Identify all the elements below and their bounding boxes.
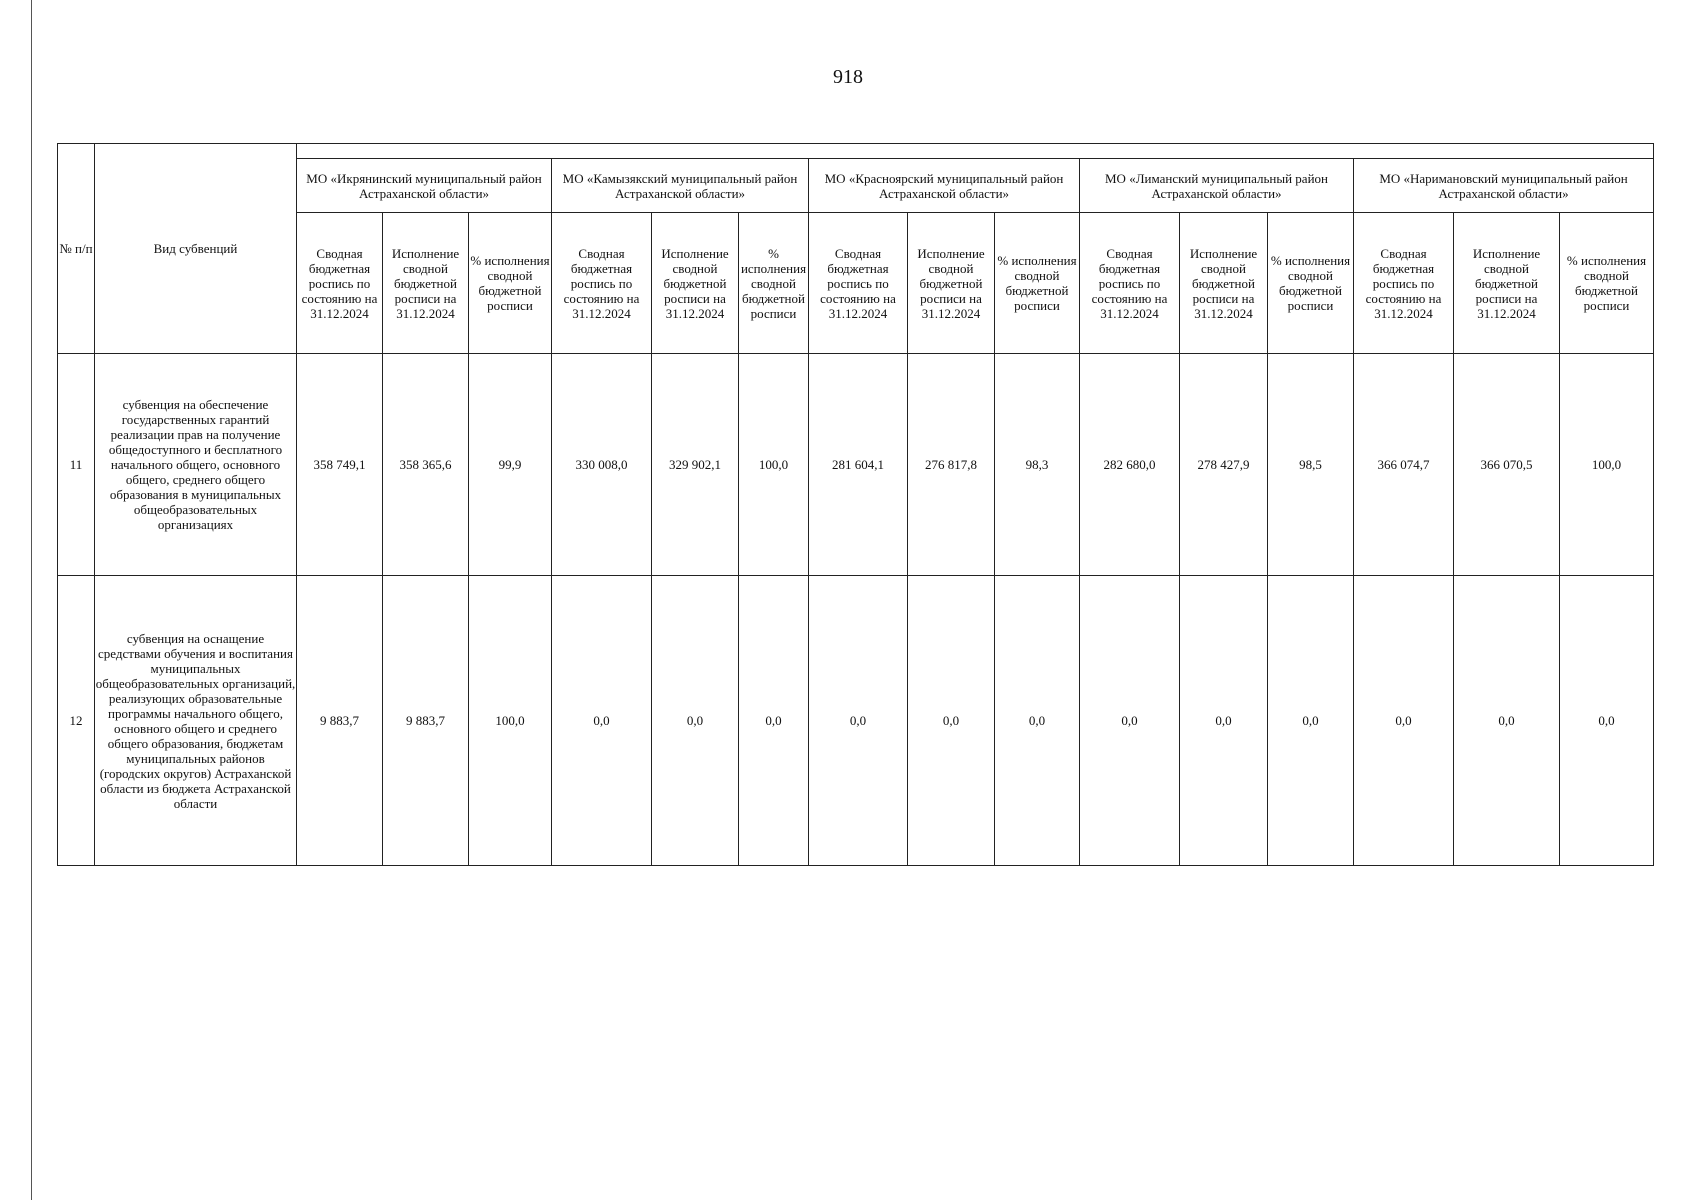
col-header-budget: Сводная бюджетная роспись по состоянию на 31.12.2024 — [1354, 213, 1454, 354]
page-number: 918 — [833, 66, 863, 88]
value-cell: 0,0 — [1180, 576, 1268, 866]
mo-header-krasnoyarsky: МО «Красноярский муниципальный район Астраханской области» — [809, 159, 1080, 213]
value-cell: 99,9 — [469, 354, 552, 576]
municipality-header-row — [58, 159, 1654, 213]
mo-header-limansky: МО «Лиманский муниципальный район Астраханской области» — [1080, 159, 1354, 213]
col-header-percent: % исполнения сводной бюджетной росписи — [1268, 213, 1354, 354]
col-header-execution: Исполнение сводной бюджетной росписи на 31.12.2024 — [1180, 213, 1268, 354]
col-header-execution: Исполнение сводной бюджетной росписи на 31.12.2024 — [383, 213, 469, 354]
value-cell: 0,0 — [1268, 576, 1354, 866]
value-cell: 276 817,8 — [908, 354, 995, 576]
table-row — [58, 576, 1654, 866]
num-header: № п/п — [58, 144, 95, 354]
value-cell: 281 604,1 — [809, 354, 908, 576]
value-cell: 282 680,0 — [1080, 354, 1180, 576]
row-number: 11 — [58, 354, 95, 576]
value-cell: 0,0 — [1354, 576, 1454, 866]
col-header-execution: Исполнение сводной бюджетной росписи на 31.12.2024 — [908, 213, 995, 354]
col-header-budget: Сводная бюджетная роспись по состоянию на 31.12.2024 — [1080, 213, 1180, 354]
mo-header-kamyzyaksky: МО «Камызякский муниципальный район Астраханской области» — [552, 159, 809, 213]
value-cell: 358 365,6 — [383, 354, 469, 576]
value-cell: 0,0 — [1080, 576, 1180, 866]
col-header-percent: % исполнения сводной бюджетной росписи — [995, 213, 1080, 354]
value-cell: 0,0 — [552, 576, 652, 866]
row-description: субвенция на оснащение средствами обучения и воспитания муниципальных общеобразовательных организаций, реализующих образовательные программы начального общего, основного общего и среднего общего образования, бюджетам муниципальных районов (городских округов) Астраханской области из бюджета Астраханской области — [95, 576, 297, 866]
col-header-execution: Исполнение сводной бюджетной росписи на 31.12.2024 — [1454, 213, 1560, 354]
row-description: субвенция на обеспечение государственных гарантий реализации прав на получение общедоступного и бесплатного начального общего, основного общего, среднего общего образования в муниципальных общеобразовательных организациях — [95, 354, 297, 576]
value-cell: 98,5 — [1268, 354, 1354, 576]
value-cell: 9 883,7 — [297, 576, 383, 866]
header-blank-row — [58, 144, 1654, 159]
col-header-budget: Сводная бюджетная роспись по состоянию на 31.12.2024 — [552, 213, 652, 354]
value-cell: 100,0 — [469, 576, 552, 866]
kind-header: Вид субвенций — [95, 144, 297, 354]
col-header-percent: % исполнения сводной бюджетной росписи — [739, 213, 809, 354]
value-cell: 0,0 — [995, 576, 1080, 866]
value-cell: 330 008,0 — [552, 354, 652, 576]
table-row — [58, 354, 1654, 576]
column-header-row — [58, 213, 1654, 354]
value-cell: 0,0 — [739, 576, 809, 866]
value-cell: 366 074,7 — [1354, 354, 1454, 576]
col-header-budget: Сводная бюджетная роспись по состоянию на 31.12.2024 — [297, 213, 383, 354]
mo-header-ikryaninsky: МО «Икрянинский муниципальный район Астраханской области» — [297, 159, 552, 213]
row-number: 12 — [58, 576, 95, 866]
value-cell: 0,0 — [1454, 576, 1560, 866]
page-margin-line — [31, 0, 32, 1200]
value-cell: 100,0 — [1560, 354, 1654, 576]
value-cell: 9 883,7 — [383, 576, 469, 866]
col-header-execution: Исполнение сводной бюджетной росписи на 31.12.2024 — [652, 213, 739, 354]
value-cell: 100,0 — [739, 354, 809, 576]
value-cell: 329 902,1 — [652, 354, 739, 576]
col-header-budget: Сводная бюджетная роспись по состоянию на 31.12.2024 — [809, 213, 908, 354]
value-cell: 358 749,1 — [297, 354, 383, 576]
header-blank-cell — [297, 144, 1654, 159]
value-cell: 278 427,9 — [1180, 354, 1268, 576]
col-header-percent: % исполнения сводной бюджетной росписи — [1560, 213, 1654, 354]
mo-header-narimanovsky: МО «Наримановский муниципальный район Астраханской области» — [1354, 159, 1654, 213]
value-cell: 0,0 — [652, 576, 739, 866]
value-cell: 0,0 — [1560, 576, 1654, 866]
col-header-percent: % исполнения сводной бюджетной росписи — [469, 213, 552, 354]
value-cell: 98,3 — [995, 354, 1080, 576]
value-cell: 366 070,5 — [1454, 354, 1560, 576]
value-cell: 0,0 — [908, 576, 995, 866]
value-cell: 0,0 — [809, 576, 908, 866]
subvention-execution-table — [57, 143, 1654, 866]
